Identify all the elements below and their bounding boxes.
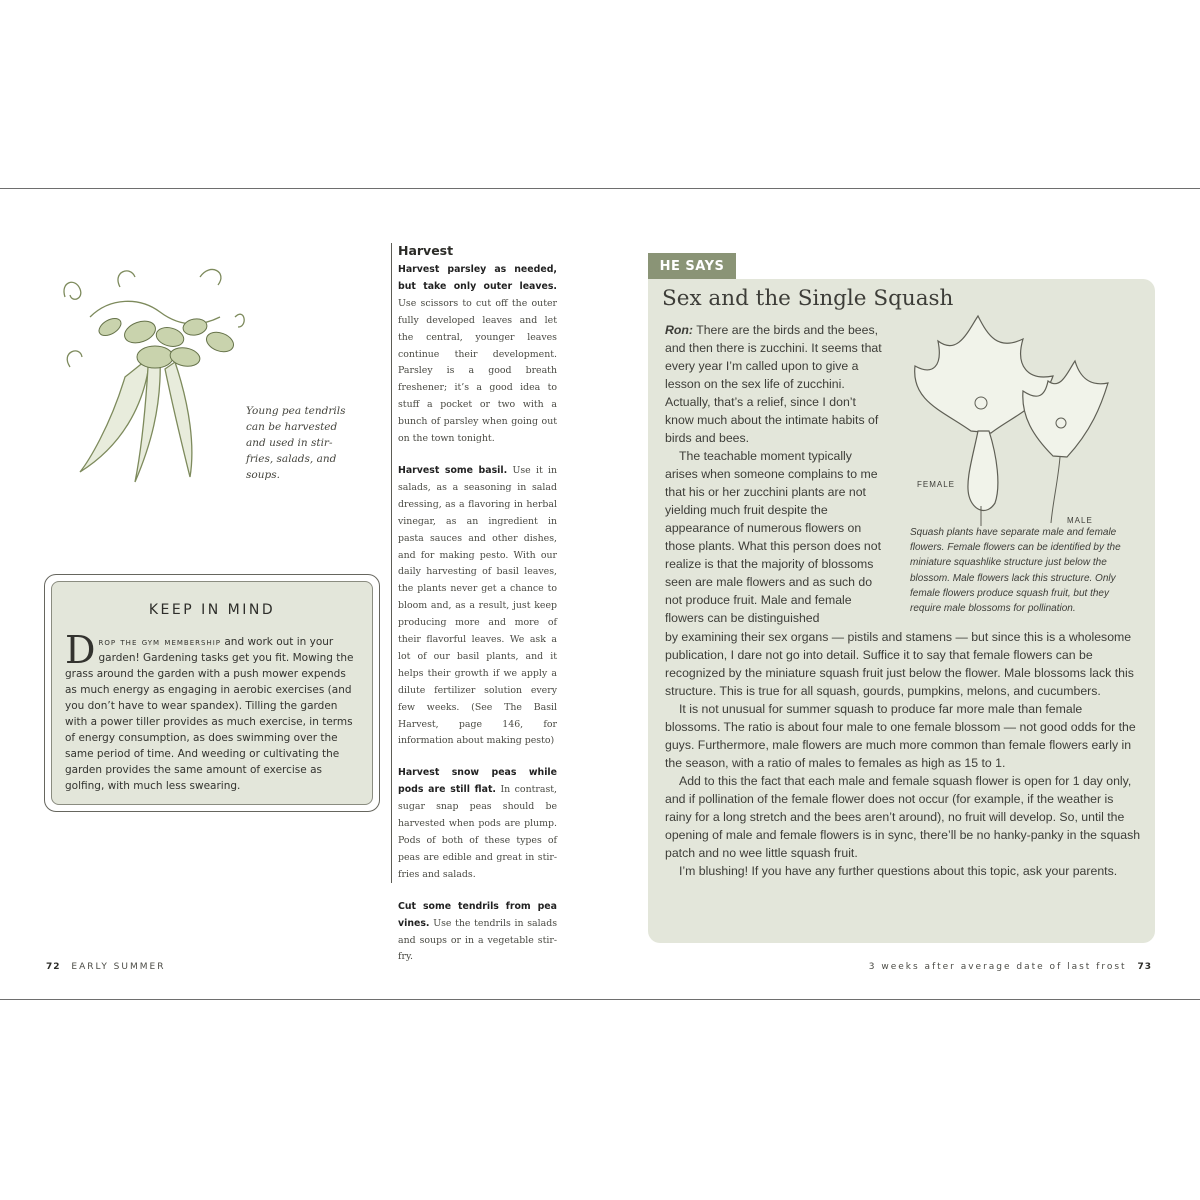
harvest-item-lead: Harvest snow peas while pods are still flat. <box>398 767 557 796</box>
article-paragraph: The teachable moment typically arises when someone complains to me that his or her zucchini plants are not yielding much fruit despite the appearance of numerous flowers on those plants. What this person does not realize is that the majority of blossoms seen are male flowers and as such do not produce fruit. Male and female flowers can be distinguished <box>665 449 882 625</box>
harvest-item-lead: Harvest parsley as needed, but take only outer leaves. <box>398 264 557 292</box>
article-paragraph: It is not unusual for summer squash to produce far more male than female blossoms. The ratio is about four male to one female blossom — not good odds for the guys. Furthermore, male flowers are much more common than female flowers early in the season, with a ratio of males to females as high as 15 to 1. <box>665 702 1136 770</box>
he-says-panel <box>648 279 1155 943</box>
article-title: Sex and the Single Squash <box>662 286 954 311</box>
running-head-left: EARLY SUMMER <box>71 962 166 972</box>
article-paragraph: by examining their sex organs — pistils and stamens — but since this is a wholesome publication, I dare not go into detail. Suffice it to say that female flowers can be recognized by the miniature squash fruit just below the flower. Male blossoms lack this structure. This is true for all squash, gourds, pumpkins, melons, and cucumbers. <box>665 630 1134 698</box>
he-says-tab: HE SAYS <box>648 253 736 281</box>
keep-in-mind-title: KEEP IN MIND <box>148 602 276 618</box>
article-paragraph: I’m blushing! If you have any further questions about this topic, ask your parents. <box>679 864 1118 878</box>
keep-in-mind-panel <box>51 581 373 805</box>
pea-illustration-caption: Young pea tendrils can be harvested and used in stir-fries, salads, and soups. <box>246 405 346 481</box>
keep-in-mind-box <box>44 574 380 812</box>
drop-cap: D <box>65 628 96 672</box>
article-body-full <box>665 628 1141 880</box>
page-number-right: 73 <box>1137 962 1152 972</box>
harvest-item: Cut some tendrils from pea vines. Use the tendrils in salads and soups or in a vegetable stir-fry. <box>398 900 558 963</box>
keep-in-mind-body: and work out in your garden! Gardening tasks get you fit. Mowing the grass around the garden with a push mower expends as much energy as engaging in aerobic exercises (and you don’t have to wear spandex). Tilling the garden with a power tiller provides as much exercise, in terms of energy consumption, as does swimming over the same period of time. And weeding or cultivating the garden provides the same amount of exercise as golfing, with much less swearing. <box>65 636 354 792</box>
pea-vine-illustration <box>50 257 250 487</box>
harvest-item-lead: Harvest some basil. <box>398 464 508 476</box>
page-number-left: 72 <box>46 962 61 972</box>
article-paragraph: Ron: There are the birds and the bees, and then there is zucchini. It seems that every year I’m called upon to give a lesson on the sex life of zucchini. Actually, that’s a relief, since I don’t know much about the intimate habits of birds and bees. <box>665 323 882 445</box>
book-spread <box>0 188 1200 1000</box>
squash-flowers-illustration <box>903 311 1143 531</box>
squash-caption: Squash plants have separate male and female flowers. Female flowers can be identified by the miniature squashlike structure just below the blossom. Male flowers lack this structure. Only female flowers produce squash fruit, but they require male blossoms for pollination. <box>910 527 1121 615</box>
male-label: MALE <box>1067 516 1093 525</box>
harvest-heading: Harvest <box>398 243 454 258</box>
article-paragraph: Add to this the fact that each male and female squash flower is open for 1 day only, and if pollination of the female flower does not occur (for example, if the weather is rainy for a long stretch and the bees aren’t around), no fruit will develop. So, until the opening of male and female flowers is in sync, there’ll be no hanky-panky in the squash patch and no wee little squash fruit. <box>665 774 1141 860</box>
harvest-item: Harvest some basil. Use it in salads, as a seasoning in salad dressing, as a flavoring in herbal vinegar, as an ingredient in pasta sauces and other dishes, and for making pesto. With our daily harvesting of basil leaves, the plants never get a chance to bloom and, as a result, just keep producing more and more of their flavorful leaves. We ask a lot of our basil plants, and it helps their growth if we apply a dilute fertilizer solution every few weeks. (See The Basil Harvest, page 146, for information about making pesto) <box>398 464 558 747</box>
harvest-sidebar <box>391 243 558 963</box>
harvest-item: Harvest parsley as needed, but take only outer leaves. Use scissors to cut off the outer fully developed leaves and let the central, younger leaves continue their development. Parsley is a good breath freshener; it’s a good idea to stuff a pocket or two with a bunch of parsley when going out on the town tonight. <box>398 264 557 445</box>
article-column <box>665 321 887 627</box>
running-head-right: 3 weeks after average date of last frost <box>868 962 1127 972</box>
speaker-label: Ron: <box>665 323 693 337</box>
harvest-item-lead: Cut some tendrils from pea vines. <box>398 900 557 929</box>
harvest-item: Harvest snow peas while pods are still flat. In contrast, sugar snap peas should be harvested when pods are plump. Pods of both of these types of peas are edible and great in stir-fries and salads. <box>398 767 557 880</box>
folio-left <box>40 962 165 972</box>
folio-right <box>869 962 1158 972</box>
keep-in-mind-text <box>65 628 360 794</box>
female-label: FEMALE <box>917 480 956 489</box>
lead-in: rop the gym membership <box>98 636 222 648</box>
